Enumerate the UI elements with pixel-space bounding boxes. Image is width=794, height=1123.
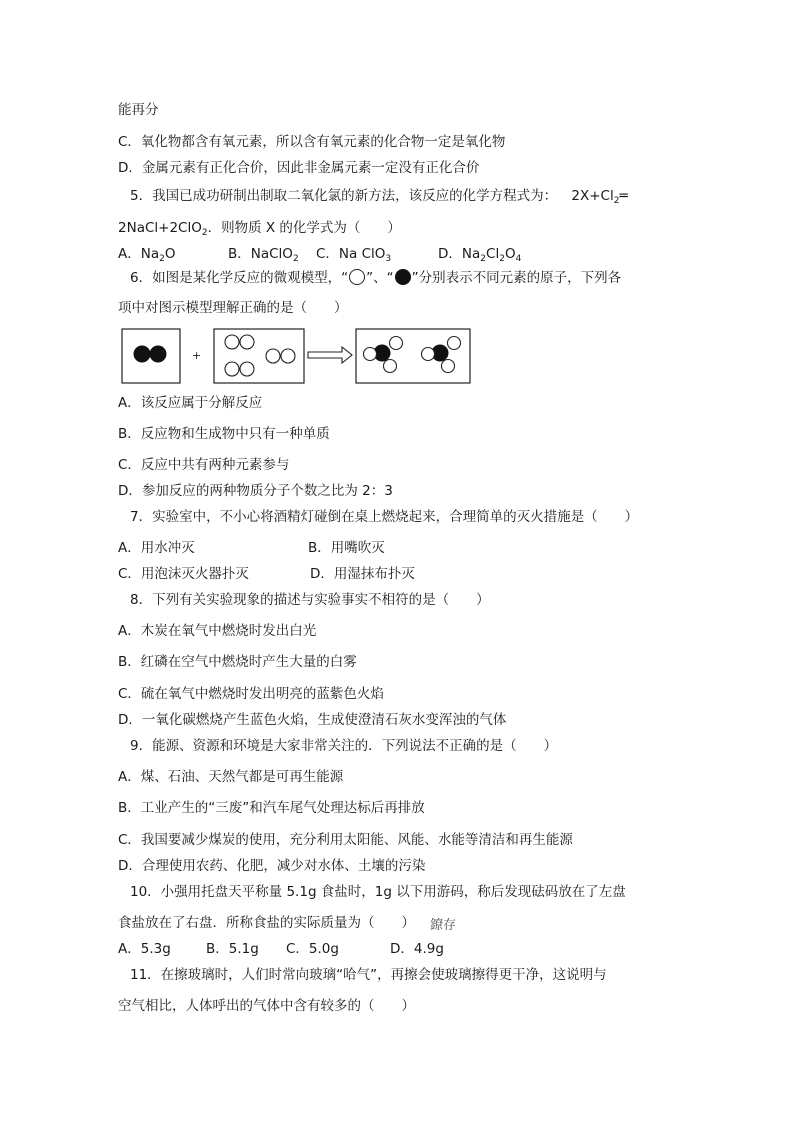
q6-stem-a: 6．如图是某化学反应的微观模型，“	[130, 270, 349, 286]
q5-eq-a-sub: 2	[613, 196, 620, 206]
q5-equation-left	[571, 188, 627, 204]
q9-stem: 9．能源、资源和环境是大家非常关注的．下列说法不正确的是（ ）	[130, 738, 558, 754]
q8-option-b: B．红磷在空气中燃烧时产生大量的白雾	[118, 654, 357, 670]
q8-stem: 8．下列有关实验现象的描述与实验事实不相符的是（ ）	[130, 592, 490, 608]
q6-stem-b: ”、“	[366, 270, 394, 286]
q5-option-a: A．$Na_2O$	[118, 246, 176, 264]
q5-eq-sign: ═	[619, 188, 628, 204]
black-atom	[150, 346, 167, 363]
white-atom	[448, 337, 461, 350]
q8-option-d: D．一氧化碳燃烧产生蓝色火焰，生成使澄清石灰水变浑浊的气体	[118, 712, 507, 728]
q5-option-d: D．$Na_2Cl_2O_4$	[438, 246, 522, 264]
white-atom	[225, 362, 239, 376]
line-continuation: 能再分	[118, 102, 159, 118]
white-atom	[266, 349, 280, 363]
q10-stray-text: 鐐存	[430, 918, 457, 933]
q7-option-c: C．用泡沫灭火器扑灭	[118, 566, 249, 582]
q9-option-a: A．煤、石油、天然气都是可再生能源	[118, 769, 344, 785]
q10-option-b: B．5.1g	[206, 941, 259, 957]
white-atom-icon	[349, 269, 365, 285]
q10-stem: 10．小强用托盘天平称量 5.1g 食盐时，1g 以下用游码，称后发现砝码放在了左盘	[130, 884, 626, 900]
q7-stem: 7．实验室中，不小心将酒精灯碰倒在桌上燃烧起来，合理简单的灭火措施是（ ）	[130, 509, 639, 525]
q7-option-a: A．用水冲灭	[118, 540, 195, 556]
white-atom	[225, 335, 239, 349]
q10-option-a: A．5.3g	[118, 941, 171, 957]
q11-stem: 11．在擦玻璃时，人们时常向玻璃“哈气”，再擦会使玻璃擦得更干净，这说明与	[130, 967, 607, 983]
q10-stem-line2: 食盐放在了右盘．所称食盐的实际质量为（ ）	[118, 915, 415, 931]
q6-stem-line2: 项中对图示模型理解正确的是（ ）	[118, 300, 348, 316]
q5-eq-a: 2X+Cl	[571, 188, 614, 204]
white-atom	[281, 349, 295, 363]
q10-option-d: D．4.9g	[390, 941, 444, 957]
q9-option-b: B．工业产生的“三废”和汽车尾气处理达标后再排放	[118, 800, 425, 816]
white-atom	[384, 360, 397, 373]
q8-option-a: A．木炭在氧气中燃烧时发出白光	[118, 623, 317, 639]
q7-option-d: D．用湿抹布扑灭	[310, 566, 415, 582]
q9-option-c: C．我国要减少煤炭的使用，充分利用太阳能、风能、水能等清洁和再生能源	[118, 832, 573, 848]
q5-eq-b-sub: 2	[201, 228, 208, 238]
white-atom	[442, 360, 455, 373]
black-atom-icon	[395, 269, 411, 285]
black-atom	[134, 346, 151, 363]
q6-option-d: D．参加反应的两种物质分子个数之比为 2：3	[118, 483, 393, 499]
q6-stem	[130, 269, 621, 287]
q5-stem	[130, 187, 628, 205]
reaction-diagram	[120, 327, 480, 387]
q5-stem-text: 5．我国已成功研制出制取二氧化氯的新方法，该反应的化学方程式为：	[130, 188, 558, 204]
q5-option-c: C．Na ClO$_3$	[316, 246, 392, 264]
arrow-icon	[308, 347, 352, 363]
white-atom	[390, 337, 403, 350]
q6-option-c: C．反应中共有两种元素参与	[118, 457, 290, 473]
q7-option-b: B．用嘴吹灭	[308, 540, 385, 556]
q6-stem-c: ”分别表示不同元素的原子，下列各	[411, 270, 622, 286]
q11-stem-line2: 空气相比，人体呼出的气体中含有较多的（ ）	[118, 998, 415, 1014]
q8-option-c: C．硫在氧气中燃烧时发出明亮的蓝紫色火焰	[118, 686, 384, 702]
q9-option-d: D．合理使用农药、化肥，减少对水体、土壤的污染	[118, 858, 426, 874]
plus-sign: +	[192, 349, 202, 362]
q10-option-c: C．5.0g	[286, 941, 339, 957]
white-atom	[240, 362, 254, 376]
white-atom	[422, 348, 435, 361]
q5-options	[118, 245, 175, 263]
q5-option-b: B．NaClO$_2$	[228, 246, 299, 264]
option-d: D．金属元素有正化合价，因此非金属元素一定没有正化合价	[118, 160, 480, 176]
q6-option-b: B．反应物和生成物中只有一种单质	[118, 426, 330, 442]
q5-eq-tail: ．则物质 X 的化学式为（ ）	[207, 220, 401, 236]
option-c: C．氧化物都含有氧元素，所以含有氧元素的化合物一定是氧化物	[118, 134, 506, 150]
white-atom	[240, 335, 254, 349]
q6-option-a: A．该反应属于分解反应	[118, 395, 263, 411]
q5-eq-b: 2NaCl+2ClO	[118, 220, 202, 236]
white-atom	[364, 348, 377, 361]
q5-equation-right	[118, 219, 401, 237]
